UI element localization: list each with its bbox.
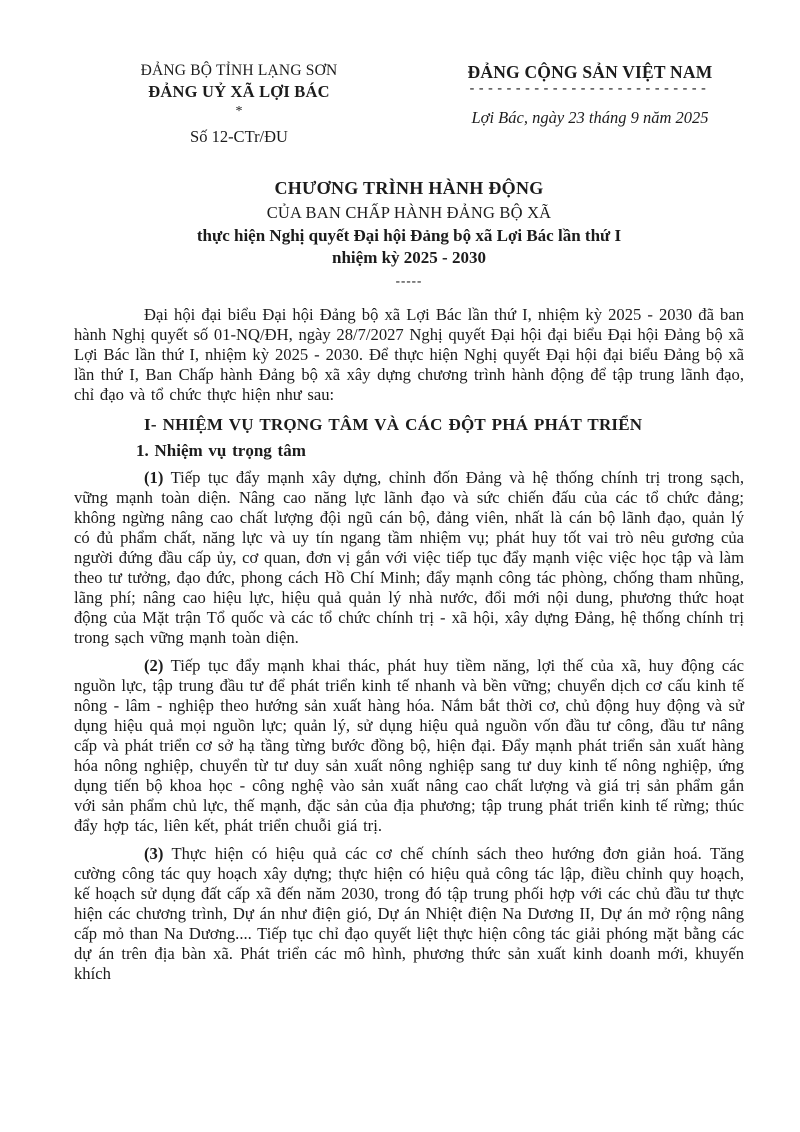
title-line-4: nhiệm kỳ 2025 - 2030 bbox=[332, 247, 486, 267]
document-header bbox=[74, 62, 744, 147]
national-motto-block bbox=[436, 62, 744, 128]
star-separator: * bbox=[235, 104, 243, 119]
section-heading-1: I- NHIỆM VỤ TRỌNG TÂM VÀ CÁC ĐỘT PHÁ PHÁT TRIỂN bbox=[144, 415, 643, 435]
title-line-1: CHƯƠNG TRÌNH HÀNH ĐỘNG bbox=[274, 178, 544, 198]
paragraph-3-label: (3) bbox=[144, 844, 164, 864]
title-separator: ----- bbox=[395, 272, 423, 288]
document-title bbox=[74, 177, 744, 289]
title-line-2: CỦA BAN CHẤP HÀNH ĐẢNG BỘ XÃ bbox=[266, 203, 552, 223]
paragraph-3 bbox=[74, 844, 744, 984]
document-body bbox=[74, 305, 744, 984]
paragraph-1-label: (1) bbox=[144, 468, 164, 488]
document-number: Số 12-CTr/ĐU bbox=[190, 127, 288, 146]
subsection-heading-1: 1. Nhiệm vụ trọng tâm bbox=[136, 441, 306, 461]
intro-paragraph: Đại hội đại biểu Đại hội Đảng bộ xã Lợi Bác lần thứ I, nhiệm kỳ 2025 - 2030 đã ban hành Nghị quyết số 01-NQ/ĐH, ngày 28/7/2027 Nghị quyết Đại hội đại biểu Đại hội Đảng bộ xã Lợi Bác lần thứ I, nhiệm kỳ 2025 - 2030. Để thực hiện Nghị quyết Đại hội đại biểu Đảng bộ xã lần thứ I, Ban Chấp hành Đảng bộ xã xây dựng chương trình hành động để tập trung lãnh đạo, chỉ đạo và tổ chức thực hiện như sau: bbox=[74, 305, 744, 405]
paragraph-3-text: Thực hiện có hiệu quả các cơ chế chính sách theo hướng đơn giản hoá. Tăng cường công tác quy hoạch xây dựng; thực hiện có hiệu quả công tác lập, điều chỉnh quy hoạch, kế hoạch sử dụng đất cấp xã đến năm 2030, trong đó tập trung phối hợp với các chủ đầu tư thực hiện các chương trình, Dự án như điện gió, Dự án Nhiệt điện Na Dương II, Dự án mở rộng nâng cấp mỏ than Na Dương.... Tiếp tục chỉ đạo quyết liệt thực hiện công tác giải phóng mặt bằng các dự án trên địa bàn xã. Phát triển các mô hình, phương thức sản xuất kinh doanh mới, khuyến khích bbox=[74, 844, 744, 984]
paragraph-1 bbox=[74, 468, 744, 648]
org-name: ĐẢNG UỶ XÃ LỢI BÁC bbox=[148, 82, 330, 101]
title-line-3: thực hiện Nghị quyết Đại hội Đảng bộ xã Lợi Bác lần thứ I bbox=[196, 226, 622, 246]
party-name-underline: -------------------------- bbox=[469, 84, 711, 94]
paragraph-2-text: Tiếp tục đẩy mạnh khai thác, phát huy tiềm năng, lợi thế của xã, huy động các nguồn lực, tập trung đầu tư để phát triển kinh tế nhanh và bền vững; chuyển dịch cơ cấu kinh tế nông - lâm - nghiệp theo hướng sản xuất hàng hóa. Nắm bắt thời cơ, chủ động huy động và sử dụng hiệu quả mọi nguồn lực; quản lý, sử dụng hiệu quả nguồn vốn đầu tư công, đầu tư nâng cấp và phát triển cơ sở hạ tầng từng bước đồng bộ, hiện đại. Đẩy mạnh phát triển sản xuất hàng hóa nông nghiệp, chuyển từ tư duy sản xuất nông nghiệp sang tư duy kinh tế nông nghiệp, ứng dụng tiến bộ khoa học - công nghệ vào sản xuất nâng cao chất lượng và giá trị sản phẩm gắn với sản phẩm chủ lực, thế mạnh, đặc sản của địa phương; tập trung phát triển kinh tế rừng; thúc đẩy hợp tác, liên kết, phát triển chuỗi giá trị. bbox=[74, 656, 744, 836]
party-name: ĐẢNG CỘNG SẢN VIỆT NAM bbox=[467, 62, 713, 82]
org-parent-name: ĐẢNG BỘ TỈNH LẠNG SƠN bbox=[140, 62, 338, 79]
paragraph-1-text: Tiếp tục đẩy mạnh xây dựng, chỉnh đốn Đảng và hệ thống chính trị trong sạch, vững mạnh toàn diện. Nâng cao năng lực lãnh đạo và sức chiến đấu của các tổ chức đảng; không ngừng nâng cao chất lượng đội ngũ cán bộ, đảng viên, nhất là cán bộ lãnh đạo, quản lý có đủ phẩm chất, năng lực và uy tín ngang tầm nhiệm vụ; phát huy tốt vai trò nêu gương của người đứng đầu cấp ủy, cơ quan, đơn vị gắn với việc tiếp tục đẩy mạnh việc việc học tập và làm theo tư tưởng, đạo đức, phong cách Hồ Chí Minh; đẩy mạnh công tác phòng, chống tham nhũng, lãng phí; nâng cao hiệu lực, hiệu quả quản lý nhà nước, đổi mới nội dung, phương thức hoạt động của Mặt trận Tổ quốc và các tổ chức chính trị - xã hội, xây dựng Đảng, hệ thống chính trị trong sạch vững mạnh toàn diện. bbox=[74, 468, 744, 648]
place-date-line: Lợi Bác, ngày 23 tháng 9 năm 2025 bbox=[471, 108, 709, 127]
paragraph-2 bbox=[74, 656, 744, 836]
issuing-org-block bbox=[88, 62, 390, 147]
paragraph-2-label: (2) bbox=[144, 656, 164, 676]
